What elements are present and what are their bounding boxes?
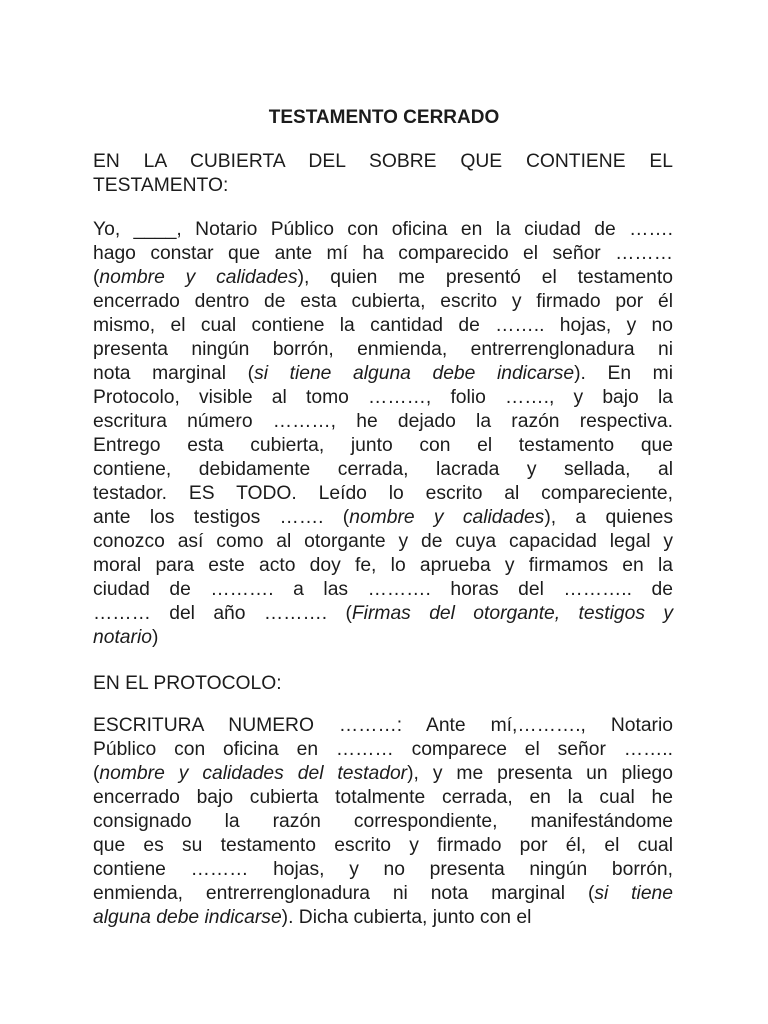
text-run: Público con oficina en ……… comparece el señor …….. [93,739,673,760]
text-line [93,858,673,882]
section-heading-cubierta [93,150,673,198]
text-run: Yo, ____, Notario Público con oficina en la ciudad de ……. [93,219,673,240]
text-line [93,738,673,762]
text-line [93,882,673,906]
text-line [93,362,673,386]
text-line [93,506,673,530]
text-run: hago constar que ante mí ha comparecido el señor ……… [93,243,673,264]
paragraph-cubierta [93,218,673,650]
text-line [93,578,673,602]
italic-text: nombre y calidades [349,507,545,528]
italic-text: si tiene alguna debe indicarse [254,363,575,384]
text-run: testador. ES TODO. Leído lo escrito al compareciente, [93,483,673,504]
text-line [93,554,673,578]
text-run: ESCRITURA NUMERO ………: Ante mí,………., Notario [93,715,673,736]
italic-text: si tiene [594,883,673,904]
italic-text: notario [93,627,152,648]
text-run: contiene ……… hojas, y no presenta ningún borrón, [93,859,673,880]
text-run: presenta ningún borrón, enmienda, entrerrenglonadura ni [93,339,673,360]
heading-line: EN LA CUBIERTA DEL SOBRE QUE CONTIENE EL [93,151,673,172]
text-line [93,266,673,290]
text-run: ciudad de ………. a las ………. horas del ……….. de [93,579,673,600]
heading-line: EN EL PROTOCOLO: [93,673,282,694]
text-line [93,762,673,786]
text-run: que es su testamento escrito y firmado por él, el cual [93,835,673,856]
text-line [93,242,673,266]
heading-line: TESTAMENTO: [93,175,229,196]
text-run: contiene, debidamente cerrada, lacrada y sellada, al [93,459,673,480]
text-line [93,626,673,650]
paragraph-protocolo [93,714,673,930]
text-line [93,386,673,410]
text-run: mismo, el cual contiene la cantidad de …….. hojas, y no [93,315,673,336]
text-run: moral para este acto doy fe, lo aprueba y firmamos en la [93,555,673,576]
text-line [93,906,673,930]
text-run: ), quien me presentó el testamento [297,267,673,288]
section-heading-protocolo [93,672,673,696]
text-line [93,810,673,834]
text-line [93,786,673,810]
text-line [93,338,673,362]
italic-text: alguna debe indicarse [93,907,282,928]
italic-text: nombre y calidades del testador [99,763,408,784]
text-run: ), y me presenta un pliego [407,763,673,784]
text-line [93,218,673,242]
text-run: Protocolo, visible al tomo ………, folio ……., y bajo la [93,387,673,408]
text-run: ). Dicha cubierta, junto con el [281,907,532,928]
text-line [93,714,673,738]
text-run: ( [93,763,100,784]
text-run: consignado la razón correspondiente, manifestándome [93,811,673,832]
text-run: ), a quienes [544,507,673,528]
text-run: ante los testigos ……. ( [93,507,350,528]
text-run: enmienda, entrerrenglonadura ni nota marginal ( [93,883,595,904]
italic-text: Firmas del otorgante, testigos y [351,603,673,624]
text-line [93,602,673,626]
text-run: ……… del año ………. ( [93,603,352,624]
text-run: encerrado bajo cubierta totalmente cerrada, en la cual he [93,787,673,808]
text-run: ( [93,267,100,288]
document-title: TESTAMENTO CERRADO [268,107,500,128]
text-run: encerrado dentro de esta cubierta, escrito y firmado por él [93,291,673,312]
text-run: Entrego esta cubierta, junto con el testamento que [93,435,673,456]
text-line [93,410,673,434]
text-line [93,458,673,482]
text-line [93,530,673,554]
text-line [93,434,673,458]
text-run: ). En mi [574,363,674,384]
text-run: ) [151,627,159,648]
text-run: escritura número ………, he dejado la razón respectiva. [93,411,673,432]
text-run: conozco así como al otorgante y de cuya capacidad legal y [93,531,673,552]
text-line [93,834,673,858]
text-line [93,314,673,338]
text-line [93,290,673,314]
text-run: nota marginal ( [93,363,255,384]
text-line [93,482,673,506]
italic-text: nombre y calidades [99,267,298,288]
